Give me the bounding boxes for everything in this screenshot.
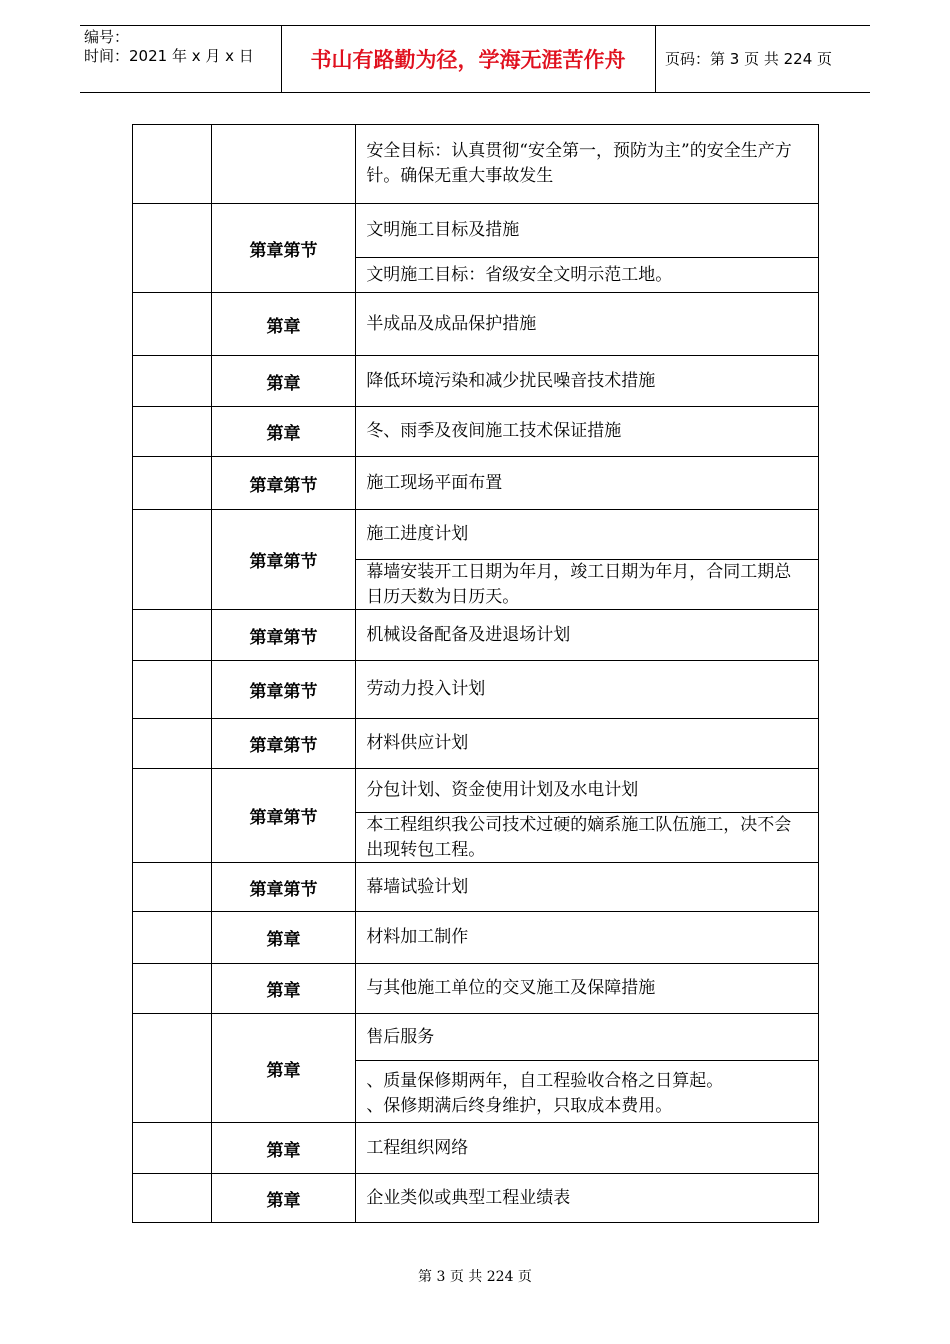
table-row [133, 356, 819, 407]
chapter-label: 第章第节 [211, 204, 356, 293]
chapter-label: 第章第节 [211, 769, 356, 863]
chapter-label [211, 125, 356, 204]
contents-table [132, 124, 819, 1223]
content-cell [356, 407, 819, 457]
table-row [133, 863, 819, 912]
content-cell [356, 204, 819, 293]
item-title: 机械设备配备及进退场计划 [366, 624, 571, 645]
chapter-label: 第章第节 [211, 510, 356, 610]
blank-cell [133, 204, 212, 293]
blank-cell [133, 125, 212, 204]
header-meta [84, 28, 254, 66]
page-footer: 第 3 页 共 224 页 [418, 1269, 532, 1285]
content-cell [356, 610, 819, 661]
blank-cell [133, 407, 212, 457]
blank-cell [133, 661, 212, 719]
table-row [133, 293, 819, 356]
blank-cell [133, 457, 212, 510]
table-row [133, 457, 819, 510]
blank-cell [133, 964, 212, 1014]
table-row [133, 769, 819, 863]
item-title: 施工现场平面布置 [366, 472, 503, 493]
chapter-label: 第章第节 [211, 457, 356, 510]
content-cell [356, 293, 819, 356]
blank-cell [133, 510, 212, 610]
blank-cell [133, 1014, 212, 1123]
content-cell [356, 1123, 819, 1174]
item-title: 幕墙试验计划 [366, 876, 469, 897]
table-row [133, 407, 819, 457]
content-cell [356, 964, 819, 1014]
chapter-label: 第章第节 [211, 610, 356, 661]
chapter-label: 第章 [211, 293, 356, 356]
chapter-label: 第章第节 [211, 719, 356, 769]
item-title: 售后服务 [356, 1014, 818, 1061]
table-row [133, 125, 819, 204]
header-page-info: 页码：第 3 页 共 224 页 [665, 50, 833, 68]
chapter-label: 第章 [211, 912, 356, 964]
blank-cell [133, 1123, 212, 1174]
table-row [133, 1014, 819, 1123]
content-cell [356, 510, 819, 610]
table-row [133, 204, 819, 293]
item-title: 半成品及成品保护措施 [366, 313, 537, 334]
blank-cell [133, 356, 212, 407]
blank-cell [133, 863, 212, 912]
table-row [133, 964, 819, 1014]
document-number-label: 编号： [84, 28, 130, 46]
blank-cell [133, 610, 212, 661]
blank-cell [133, 769, 212, 863]
chapter-label: 第章第节 [211, 661, 356, 719]
content-cell [356, 912, 819, 964]
item-detail: 、质量保修期两年，自工程验收合格之日算起。 、保修期满后终身维护，只取成本费用。 [366, 1071, 724, 1116]
item-detail: 幕墙安装开工日期为年月，竣工日期为年月，合同工期总日历天数为日历天。 [366, 561, 792, 607]
chapter-label: 第章 [211, 407, 356, 457]
item-title: 工程组织网络 [366, 1137, 469, 1158]
chapter-label: 第章 [211, 1174, 356, 1223]
blank-cell [133, 719, 212, 769]
item-title: 施工进度计划 [356, 510, 818, 560]
content-cell [356, 769, 819, 863]
content-cell [356, 1014, 819, 1123]
document-time-label: 时间：2021 年 x 月 x 日 [84, 47, 254, 65]
header-bottom-rule [80, 92, 870, 93]
content-cell [356, 457, 819, 510]
item-title: 安全目标：认真贯彻“安全第一，预防为主”的安全生产方针。确保无重大事故发生 [366, 141, 792, 186]
chapter-label: 第章 [211, 356, 356, 407]
content-cell [356, 1174, 819, 1223]
table-row [133, 1174, 819, 1223]
table-row [133, 912, 819, 964]
item-title: 文明施工目标及措施 [356, 204, 818, 258]
table-row [133, 661, 819, 719]
chapter-label: 第章第节 [211, 863, 356, 912]
table-row [133, 610, 819, 661]
item-title: 材料加工制作 [366, 927, 469, 947]
item-title: 劳动力投入计划 [366, 679, 486, 699]
item-detail: 本工程组织我公司技术过硬的嫡系施工队伍施工，决不会出现转包工程。 [366, 814, 792, 860]
item-detail: 文明施工目标：省级安全文明示范工地。 [366, 264, 673, 285]
content-cell [356, 661, 819, 719]
item-title: 材料供应计划 [366, 733, 469, 753]
table-row [133, 719, 819, 769]
item-title: 企业类似或典型工程业绩表 [366, 1187, 571, 1208]
chapter-label: 第章 [211, 1123, 356, 1174]
content-cell [356, 356, 819, 407]
table-row [133, 1123, 819, 1174]
content-cell [356, 719, 819, 769]
blank-cell [133, 293, 212, 356]
chapter-label: 第章 [211, 964, 356, 1014]
item-title: 冬、雨季及夜间施工技术保证措施 [366, 421, 622, 441]
table-row [133, 510, 819, 610]
header-motto: 书山有路勤为径，学海无涯苦作舟 [310, 46, 626, 72]
content-cell [356, 125, 819, 204]
content-cell [356, 863, 819, 912]
chapter-label: 第章 [211, 1014, 356, 1123]
header-divider-right [655, 25, 656, 92]
item-title: 与其他施工单位的交叉施工及保障措施 [366, 978, 656, 998]
item-title: 分包计划、资金使用计划及水电计划 [356, 769, 818, 813]
blank-cell [133, 1174, 212, 1223]
blank-cell [133, 912, 212, 964]
item-title: 降低环境污染和减少扰民噪音技术措施 [366, 370, 656, 391]
